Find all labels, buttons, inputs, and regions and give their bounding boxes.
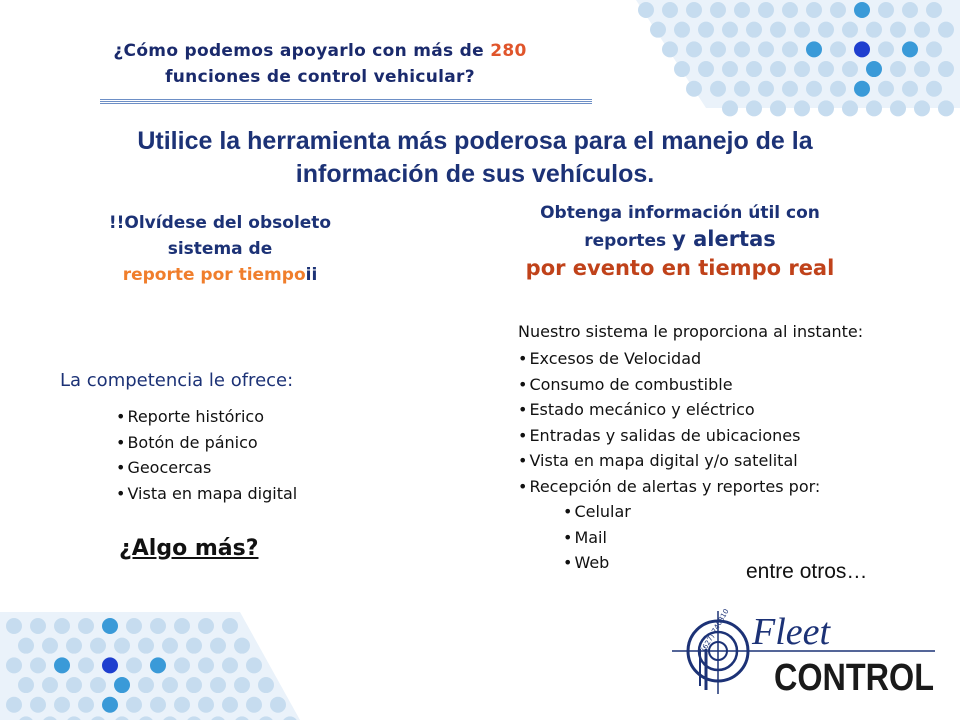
headline-line2: información de sus vehículos.	[295, 160, 655, 188]
decorative-dot	[926, 41, 942, 57]
decorative-dot-pattern-bottom	[0, 612, 300, 720]
decorative-dot-pattern-top	[596, 0, 960, 108]
decorative-dot	[758, 81, 774, 97]
decorative-dot	[794, 22, 810, 38]
decorative-dot	[162, 638, 178, 654]
header-question	[60, 38, 580, 90]
decorative-dot	[6, 618, 22, 634]
decorative-dot	[770, 61, 786, 77]
decorative-dot	[126, 657, 142, 673]
header-line1-prefix: ¿Cómo podemos apoyarlo con más de	[113, 41, 484, 61]
decorative-dot	[854, 81, 870, 97]
decorative-dot	[54, 697, 70, 713]
competition-list	[116, 404, 297, 506]
decorative-dot	[710, 81, 726, 97]
headline-line1: Utilice la herramienta más poderosa para el manejo de la	[137, 127, 813, 155]
decorative-dot	[66, 638, 82, 654]
decorative-dot	[150, 697, 166, 713]
decorative-dot	[30, 697, 46, 713]
decorative-dot	[938, 22, 954, 38]
decorative-dot	[890, 22, 906, 38]
decorative-dot	[662, 2, 678, 18]
decorative-dot	[878, 2, 894, 18]
list-item: • Estado mecánico y eléctrico	[518, 397, 820, 423]
decorative-dot	[698, 61, 714, 77]
decorative-dot	[138, 638, 154, 654]
decorative-dot	[54, 618, 70, 634]
decorative-dot	[234, 638, 250, 654]
list-item: • Botón de pánico	[116, 430, 297, 456]
callout-end: ii	[305, 265, 318, 285]
obsolete-system-callout	[60, 210, 380, 288]
decorative-dot	[818, 100, 834, 116]
system-feature-list	[518, 346, 820, 499]
decorative-dot	[18, 638, 34, 654]
decorative-dot	[54, 657, 70, 673]
decorative-dot	[662, 41, 678, 57]
decorative-dot	[830, 2, 846, 18]
decorative-dot	[90, 638, 106, 654]
realtime-alerts-callout	[470, 200, 890, 282]
decorative-dot	[222, 657, 238, 673]
decorative-dot	[222, 618, 238, 634]
decorative-dot	[674, 22, 690, 38]
decorative-dot	[78, 697, 94, 713]
list-item: • Entradas y salidas de ubicaciones	[518, 423, 820, 449]
decorative-dot	[710, 2, 726, 18]
decorative-dot	[854, 41, 870, 57]
decorative-dot	[902, 2, 918, 18]
list-item: • Consumo de combustible	[518, 372, 820, 398]
callout-line1: !!Olvídese del obsoleto	[108, 213, 332, 233]
decorative-dot	[102, 657, 118, 673]
decorative-dot	[758, 41, 774, 57]
decorative-dot	[794, 61, 810, 77]
decorative-dot	[114, 677, 130, 693]
decorative-dot	[686, 81, 702, 97]
callout-line2: sistema de	[167, 239, 273, 259]
decorative-dot	[818, 61, 834, 77]
and-others-note: entre otros…	[746, 560, 868, 583]
decorative-dot	[854, 2, 870, 18]
decorative-dot	[782, 41, 798, 57]
decorative-dot	[246, 697, 262, 713]
decorative-dot	[246, 657, 262, 673]
list-item: • Vista en mapa digital	[116, 481, 297, 507]
alert-channel-list	[563, 499, 631, 576]
decorative-dot	[878, 41, 894, 57]
decorative-dot	[806, 2, 822, 18]
headline	[60, 125, 890, 191]
decorative-dot	[806, 81, 822, 97]
decorative-dot	[938, 61, 954, 77]
decorative-dot	[210, 677, 226, 693]
decorative-dot	[126, 697, 142, 713]
decorative-dot	[758, 2, 774, 18]
decorative-dot	[734, 41, 750, 57]
alerts-line1: Obtenga información útil con	[540, 203, 820, 223]
list-item: • Web	[563, 550, 631, 576]
decorative-dot	[734, 81, 750, 97]
decorative-dot	[174, 697, 190, 713]
decorative-dot	[818, 22, 834, 38]
decorative-dot	[674, 61, 690, 77]
decorative-dot	[914, 22, 930, 38]
list-item: • Mail	[563, 525, 631, 551]
decorative-dot	[42, 638, 58, 654]
decorative-dot	[114, 638, 130, 654]
header-line2: funciones de control vehicular?	[165, 67, 475, 87]
decorative-dot	[234, 677, 250, 693]
decorative-dot	[866, 22, 882, 38]
something-more-question: ¿Algo más?	[119, 536, 259, 561]
decorative-dot	[902, 41, 918, 57]
decorative-dot	[914, 61, 930, 77]
decorative-dot	[6, 697, 22, 713]
decorative-dot	[746, 61, 762, 77]
decorative-dot	[698, 22, 714, 38]
decorative-dot	[830, 81, 846, 97]
decorative-dot	[150, 618, 166, 634]
decorative-dot	[938, 100, 954, 116]
decorative-dot	[686, 2, 702, 18]
decorative-dot	[722, 22, 738, 38]
header-divider	[100, 99, 592, 106]
decorative-dot	[30, 618, 46, 634]
decorative-dot	[806, 41, 822, 57]
logo-word-fleet: Fleet	[752, 611, 831, 653]
callout-highlight: reporte por tiempo	[122, 265, 306, 285]
decorative-dot	[866, 61, 882, 77]
decorative-dot	[782, 81, 798, 97]
decorative-dot	[746, 22, 762, 38]
decorative-dot	[102, 618, 118, 634]
competition-title: La competencia le ofrece:	[60, 370, 294, 391]
list-item: • Excesos de Velocidad	[518, 346, 820, 372]
decorative-dot	[30, 657, 46, 673]
decorative-dot	[890, 100, 906, 116]
decorative-dot	[926, 2, 942, 18]
decorative-dot	[770, 22, 786, 38]
alerts-line3: por evento en tiempo real	[525, 256, 835, 280]
decorative-dot	[90, 677, 106, 693]
decorative-dot	[198, 618, 214, 634]
decorative-dot	[186, 638, 202, 654]
decorative-dot	[842, 100, 858, 116]
decorative-dot	[198, 657, 214, 673]
decorative-dot	[722, 100, 738, 116]
decorative-dot	[210, 638, 226, 654]
list-item: • Celular	[563, 499, 631, 525]
decorative-dot	[258, 677, 274, 693]
decorative-dot	[830, 41, 846, 57]
decorative-dot	[174, 618, 190, 634]
decorative-dot	[746, 100, 762, 116]
list-item: • Vista en mapa digital y/o satelital	[518, 448, 820, 474]
decorative-dot	[890, 61, 906, 77]
decorative-dot	[78, 618, 94, 634]
decorative-dot	[42, 677, 58, 693]
decorative-dot	[734, 2, 750, 18]
decorative-dot	[914, 100, 930, 116]
decorative-dot	[66, 677, 82, 693]
list-item: • Reporte histórico	[116, 404, 297, 430]
decorative-dot	[174, 657, 190, 673]
decorative-dot	[902, 81, 918, 97]
decorative-dot	[126, 618, 142, 634]
decorative-dot	[686, 41, 702, 57]
decorative-dot	[6, 657, 22, 673]
decorative-dot	[878, 81, 894, 97]
decorative-dot	[270, 697, 286, 713]
decorative-dot	[650, 22, 666, 38]
decorative-dot	[150, 657, 166, 673]
decorative-dot	[926, 81, 942, 97]
decorative-dot	[842, 61, 858, 77]
decorative-dot	[782, 2, 798, 18]
list-item: • Recepción de alertas y reportes por:	[518, 474, 820, 500]
decorative-dot	[138, 677, 154, 693]
decorative-dot	[18, 677, 34, 693]
decorative-dot	[710, 41, 726, 57]
decorative-dot	[794, 100, 810, 116]
decorative-dot	[198, 697, 214, 713]
decorative-dot	[842, 22, 858, 38]
decorative-dot	[78, 657, 94, 673]
list-item: • Geocercas	[116, 455, 297, 481]
header-number: 280	[490, 41, 527, 61]
system-intro: Nuestro sistema le proporciona al instante:	[518, 322, 864, 341]
alerts-line2-big: y alertas	[672, 227, 776, 251]
alerts-line2-small: reportes	[584, 231, 667, 251]
decorative-dot	[770, 100, 786, 116]
decorative-dot	[866, 100, 882, 116]
fleet-control-logo	[670, 606, 940, 706]
logo-phone-text: (627) 740810	[699, 607, 731, 653]
decorative-dot	[102, 697, 118, 713]
decorative-dot	[722, 61, 738, 77]
decorative-dot	[222, 697, 238, 713]
decorative-dot	[162, 677, 178, 693]
decorative-dot	[638, 2, 654, 18]
decorative-dot	[186, 677, 202, 693]
logo-word-control: CONTROL	[774, 657, 934, 699]
